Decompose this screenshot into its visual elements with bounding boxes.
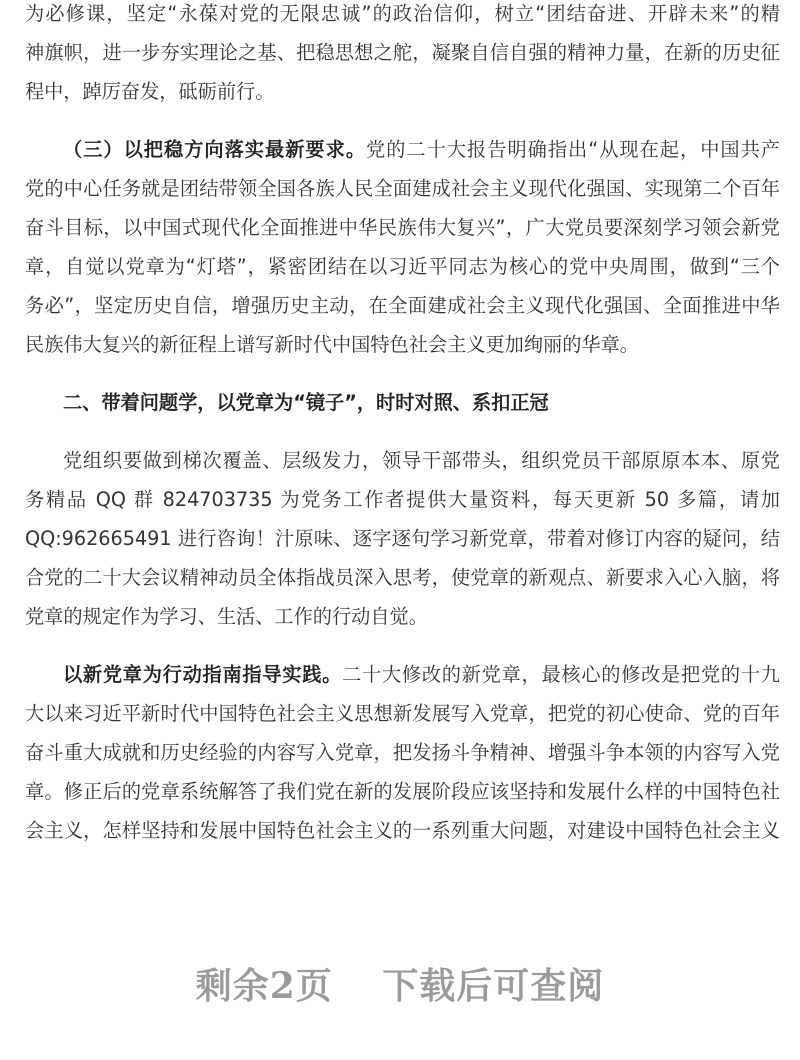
text-line (25, 72, 780, 111)
body-text: 章。修正后的党章系统解答了我们党在新的发展阶段应该坚持和发展什么样的中国特色社 (25, 780, 780, 803)
body-text: 大以来习近平新时代中国特色社会主义思想新发展写入党章，把党的初心使命、党的百年 (25, 702, 780, 725)
text-line (25, 441, 780, 480)
text-line (25, 655, 780, 694)
text-line (25, 597, 780, 636)
paragraph (25, 130, 780, 364)
text-line (25, 733, 780, 772)
bold-heading-text: 以新党章为行动指南指导实践。 (63, 663, 343, 686)
body-text: QQ:962665491 进行咨询！汁原味、逐字逐句学习新党章，带着对修订内容的疑问，结 (25, 527, 780, 550)
paragraph (25, 655, 780, 850)
body-text: 合党的二十大会议精神动员全体指战员深入思考，使党章的新观点、新要求入心入脑，将 (25, 566, 780, 589)
body-text: 党章的规定作为学习、生活、工作的行动自觉。 (25, 605, 428, 628)
text-line (25, 558, 780, 597)
text-line (25, 480, 780, 519)
bold-heading-text: 二、带着问题学，以党章为“镜子”，时时对照、系扣正冠 (63, 391, 549, 414)
document-body (25, 0, 780, 869)
text-line (25, 811, 780, 850)
remaining-pages-label: 剩余2页 (195, 965, 333, 1007)
text-line (25, 33, 780, 72)
text-line (25, 519, 780, 558)
paragraph (25, 441, 780, 636)
body-text: 务必”，坚定历史自信，增强历史主动，在全面建成社会主义现代化强国、全面推进中华 (25, 294, 780, 317)
body-text: 务精品 QQ 群 824703735 为党务工作者提供大量资料，每天更新 50 多篇，请加 (25, 488, 780, 511)
text-line (25, 130, 780, 169)
download-prompt[interactable] (0, 958, 800, 1009)
paragraph (25, 0, 780, 111)
body-text: 神旗帜，进一步夯实理论之基、把稳思想之舵，凝聚自信自强的精神力量，在新的历史征 (25, 41, 780, 64)
paragraph (25, 383, 780, 422)
text-line (25, 383, 780, 422)
body-text: 会主义，怎样坚持和发展中国特色社会主义的一系列重大问题，对建设中国特色社会主义 (25, 819, 780, 842)
body-text: 民族伟大复兴的新征程上谱写新时代中国特色社会主义更加绚丽的华章。 (25, 333, 639, 356)
body-text: 奋斗目标，以中国式现代化全面推进中华民族伟大复兴”，广大党员要深刻学习领会新党 (25, 216, 780, 239)
text-line (25, 694, 780, 733)
bold-heading-text: （三）以把稳方向落实最新要求。 (63, 138, 367, 161)
body-text: 党的二十大报告明确指出“从现在起，中国共产 (366, 138, 780, 161)
body-text: 程中，踔厉奋发，砥砺前行。 (25, 80, 275, 103)
text-line (25, 169, 780, 208)
text-line (25, 0, 780, 33)
text-line (25, 772, 780, 811)
body-text: 党的中心任务就是团结带领全国各族人民全面建成社会主义现代化强国、实现第二个百年 (25, 177, 780, 200)
text-line (25, 325, 780, 364)
text-line (25, 247, 780, 286)
text-line (25, 286, 780, 325)
body-text: 党组织要做到梯次覆盖、层级发力，领导干部带头，组织党员干部原原本本、原党 (63, 449, 780, 472)
download-to-view-label: 下载后可查阅 (382, 965, 605, 1007)
body-text: 为必修课，坚定“永葆对党的无限忠诚”的政治信仰，树立“团结奋进、开辟未来”的精 (25, 2, 780, 25)
body-text: 二十大修改的新党章，最核心的修改是把党的十九 (342, 663, 780, 686)
body-text: 章，自觉以党章为“灯塔”，紧密团结在以习近平同志为核心的党中央周围，做到“三个 (25, 255, 780, 278)
text-line (25, 208, 780, 247)
body-text: 奋斗重大成就和历史经验的内容写入党章，把发扬斗争精神、增强斗争本领的内容写入党 (25, 741, 780, 764)
